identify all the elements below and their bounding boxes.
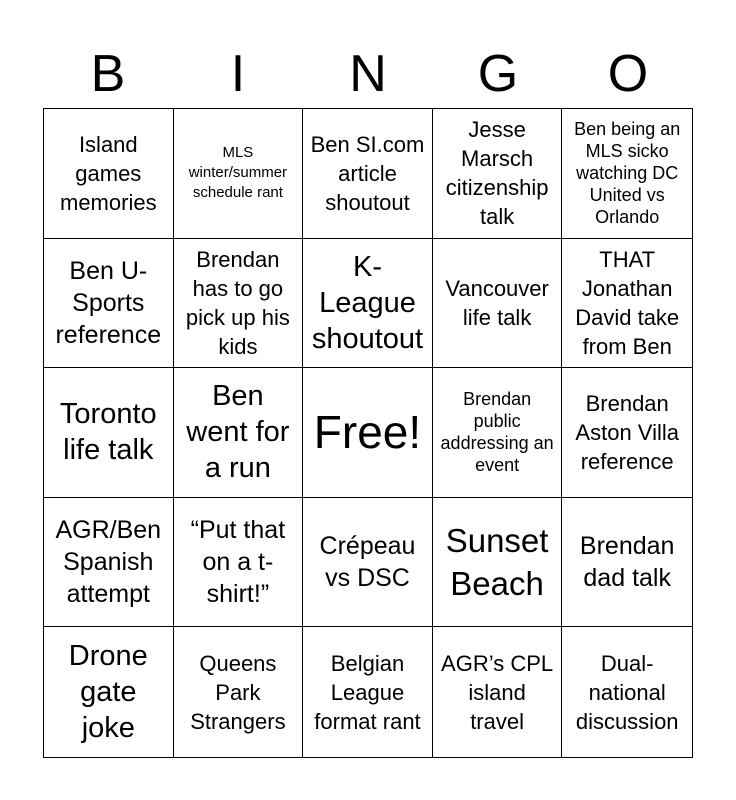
header-letter-g: G: [477, 45, 519, 103]
bingo-cell[interactable]: [562, 109, 692, 239]
cell-text: Brendan dad talk: [579, 532, 675, 593]
bingo-cell[interactable]: [44, 368, 174, 498]
cell-text: “Put that on a t-shirt!”: [190, 516, 286, 609]
bingo-cell[interactable]: [174, 109, 304, 239]
cell-text: AGR’s CPL island travel: [441, 650, 554, 734]
cell-text: Ben SI.com article shoutout: [310, 131, 425, 215]
bingo-cell[interactable]: [562, 498, 692, 628]
cell-text: Queens Park Strangers: [190, 650, 286, 734]
cell-text: Vancouver life talk: [445, 275, 549, 330]
cell-text: MLS winter/summer schedule rant: [188, 144, 288, 202]
bingo-cell[interactable]: [433, 109, 563, 239]
header-letter-n: N: [349, 45, 387, 103]
bingo-cell[interactable]: [562, 627, 692, 757]
free-space[interactable]: [303, 368, 433, 498]
bingo-cell[interactable]: [44, 239, 174, 369]
cell-text: K-League shoutout: [311, 250, 424, 355]
bingo-cell[interactable]: [433, 368, 563, 498]
bingo-cell[interactable]: [303, 109, 433, 239]
cell-text: Brendan has to go pick up his kids: [185, 246, 290, 359]
cell-text: Ben U-Sports reference: [55, 256, 162, 349]
free-space-label: Free!: [313, 406, 422, 459]
bingo-cell[interactable]: [174, 627, 304, 757]
bingo-cell[interactable]: [44, 109, 174, 239]
bingo-board: [43, 108, 693, 758]
cell-text: Sunset Beach: [445, 522, 549, 603]
cell-text: Dual-national discussion: [575, 650, 679, 734]
bingo-cell[interactable]: [303, 239, 433, 369]
cell-text: Brendan Aston Villa reference: [575, 390, 679, 474]
header-letter-b: B: [90, 45, 126, 103]
cell-text: Ben being an MLS sicko watching DC United vs Orlando: [574, 119, 681, 228]
bingo-cell[interactable]: [433, 239, 563, 369]
header-letter-o: O: [607, 45, 649, 103]
cell-text: Brendan public addressing an event: [440, 389, 554, 476]
bingo-cell[interactable]: [174, 498, 304, 628]
bingo-cell[interactable]: [433, 498, 563, 628]
bingo-cell[interactable]: [303, 627, 433, 757]
cell-text: Ben went for a run: [186, 380, 290, 485]
cell-text: Drone gate joke: [68, 640, 148, 745]
cell-text: Toronto life talk: [59, 398, 157, 467]
bingo-cell[interactable]: [44, 627, 174, 757]
bingo-cell[interactable]: [44, 498, 174, 628]
bingo-cell[interactable]: [433, 627, 563, 757]
bingo-cell[interactable]: [562, 368, 692, 498]
bingo-cell[interactable]: [562, 239, 692, 369]
cell-text: Jesse Marsch citizenship talk: [445, 117, 549, 230]
bingo-cell[interactable]: [174, 368, 304, 498]
bingo-cell[interactable]: [303, 498, 433, 628]
header-letter-i: I: [230, 45, 246, 103]
bingo-header: [43, 40, 693, 108]
cell-text: Island games memories: [60, 131, 157, 215]
cell-text: Belgian League format rant: [314, 650, 421, 734]
cell-text: Crépeau vs DSC: [319, 532, 416, 593]
bingo-cell[interactable]: [174, 239, 304, 369]
cell-text: AGR/Ben Spanish attempt: [55, 516, 162, 609]
cell-text: THAT Jonathan David take from Ben: [575, 246, 680, 359]
